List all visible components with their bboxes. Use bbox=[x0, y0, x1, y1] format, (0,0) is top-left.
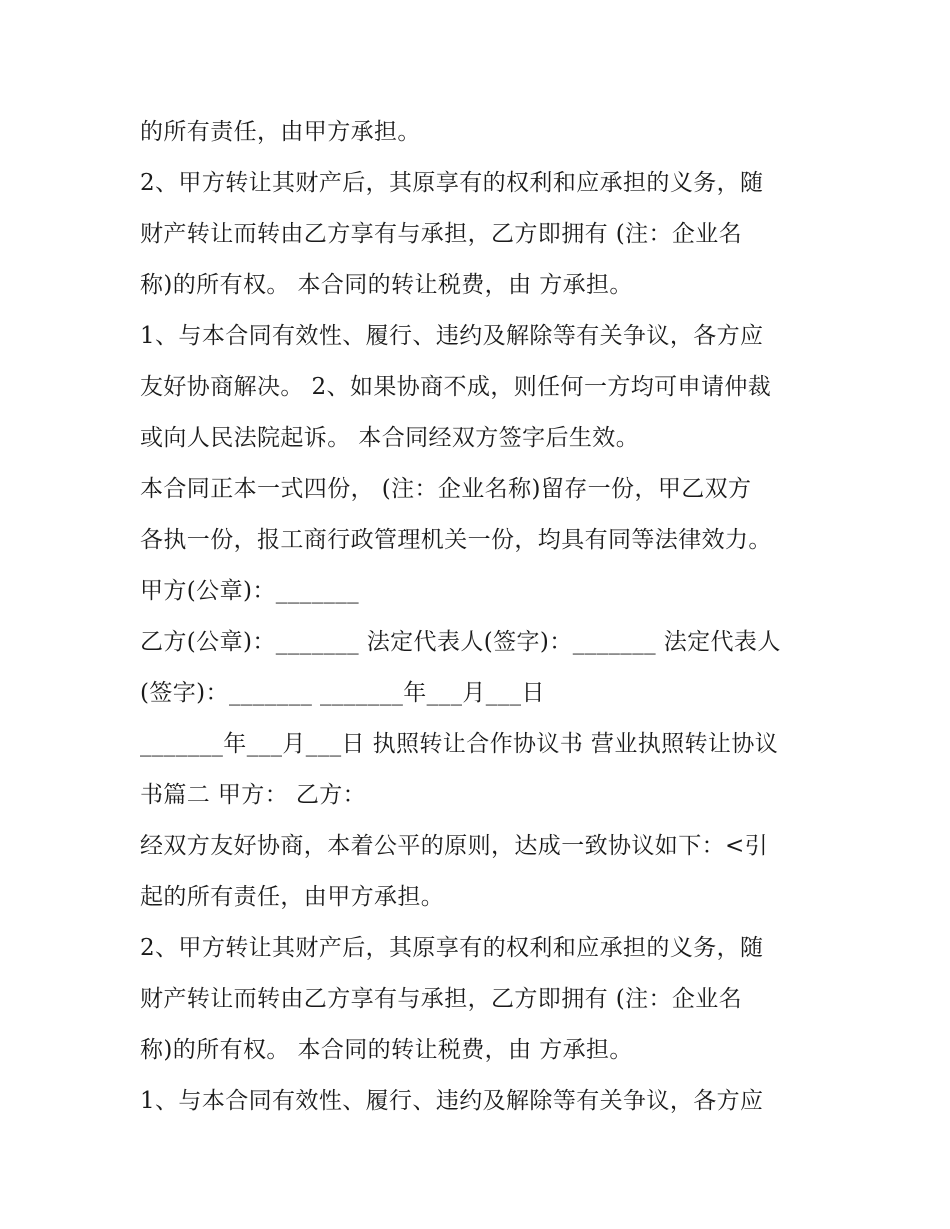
signature-line-party-b: 乙方(公章)：_______ 法定代表人(签字)：_______ 法定代表人 bbox=[140, 629, 781, 655]
signature-line-date: (签字)：_______ _______年___月___日 bbox=[140, 680, 545, 706]
text-line: 经双方友好协商，本着公平的原则，达成一致协议如下：<引 bbox=[140, 833, 769, 859]
section-heading-line: 书篇二 甲方： 乙方： bbox=[140, 782, 367, 808]
text-line: 2、甲方转让其财产后，其原享有的权利和应承担的义务，随 bbox=[140, 935, 764, 961]
signature-line-party-a: 甲方(公章)：_______ bbox=[140, 578, 360, 604]
text-line: 的所有责任，由甲方承担。 bbox=[140, 119, 421, 145]
text-line: 本合同正本一式四份， (注：企业名称)留存一份，甲乙双方 bbox=[140, 476, 752, 502]
text-line: 1、与本合同有效性、履行、违约及解除等有关争议，各方应 bbox=[140, 323, 764, 349]
text-line: 2、甲方转让其财产后，其原享有的权利和应承担的义务，随 bbox=[140, 170, 764, 196]
document-body bbox=[140, 107, 820, 1127]
text-line: 称)的所有权。 本合同的转让税费，由 方承担。 bbox=[140, 1037, 633, 1063]
text-line: 友好协商解决。 2、如果协商不成，则任何一方均可申请仲裁 bbox=[140, 374, 772, 400]
text-line: 1、与本合同有效性、履行、违约及解除等有关争议，各方应 bbox=[140, 1088, 764, 1114]
text-line: 各执一份，报工商行政管理机关一份，均具有同等法律效力。 bbox=[140, 527, 772, 553]
text-line: _______年___月___日 执照转让合作协议书 营业执照转让协议 bbox=[140, 731, 779, 757]
text-line: 财产转让而转由乙方享有与承担，乙方即拥有 (注：企业名 bbox=[140, 221, 743, 247]
text-line: 起的所有责任，由甲方承担。 bbox=[140, 884, 445, 910]
text-line: 财产转让而转由乙方享有与承担，乙方即拥有 (注：企业名 bbox=[140, 986, 743, 1012]
text-line: 或向人民法院起诉。 本合同经双方签字后生效。 bbox=[140, 425, 640, 451]
text-line: 称)的所有权。 本合同的转让税费，由 方承担。 bbox=[140, 272, 633, 298]
